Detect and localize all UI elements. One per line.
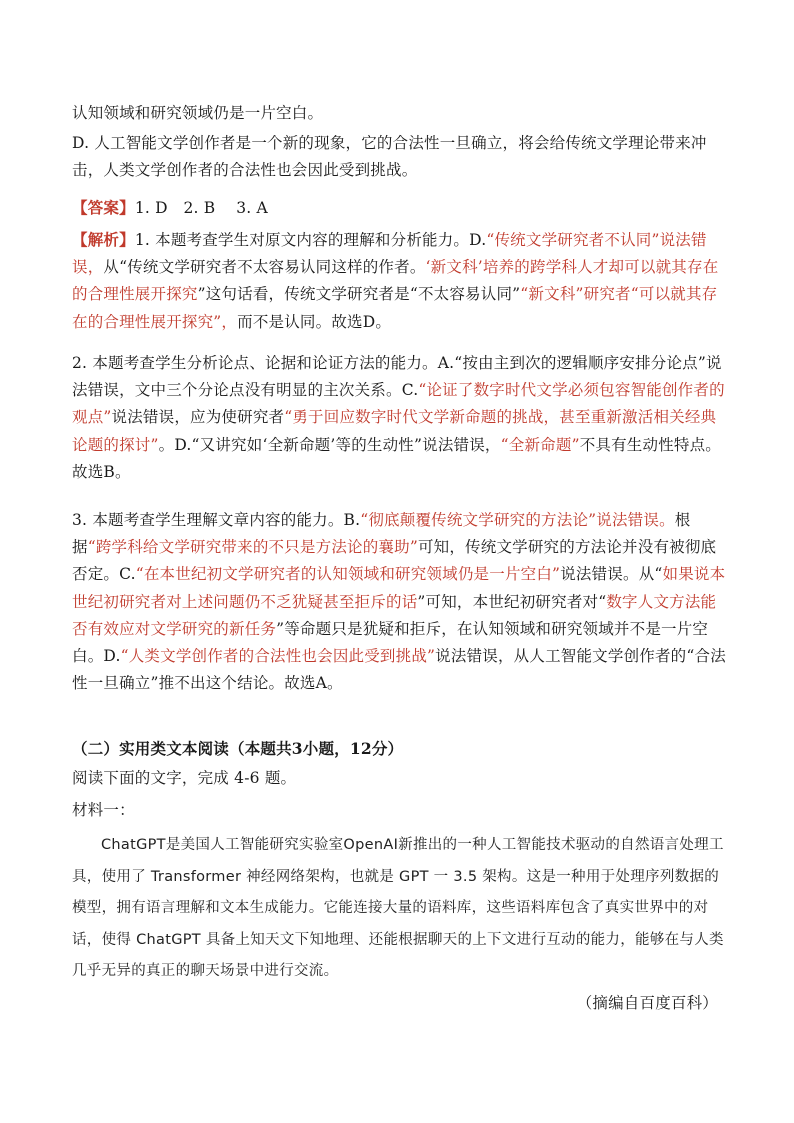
analysis-text: 说法错误，应为使研究者 <box>111 408 285 427</box>
analysis-text: 。D.“又讲究如‘全新命题’等的生动性”说法错误， <box>158 435 501 454</box>
analysis-paragraph-3 <box>72 507 728 697</box>
analysis-text: 3. 本题考查学生理解文章内容的能力。B. <box>72 511 361 529</box>
analysis-paragraph-1-body <box>72 231 718 331</box>
text-line: 认知领域和研究领域仍是一片空白。 <box>72 104 324 122</box>
analysis-text: 可知，传统文学研究的方法论并没有被彻底否定。C. <box>72 538 717 584</box>
analysis-text: 1. 本题考查学生对原文内容的理解和分析能力。D. <box>134 231 487 249</box>
highlighted-quote: “人类文学创作者的合法性也会因此受到挑战” <box>120 647 436 666</box>
answer-line <box>72 194 728 222</box>
analysis-text: 从“传统文学研究者不太容易认同这样的作者。 <box>103 258 426 277</box>
highlighted-quote: “新文科”研究者“可以就其存在的合理性展开探究”， <box>72 285 718 331</box>
highlighted-quote: 数字人文方法能否有效应对文学研究的新任务 <box>72 592 717 638</box>
highlighted-quote: “彻底颠覆传统文学研究的方法论”说法错误。 <box>360 511 675 529</box>
answer-tag: 【答案】 <box>72 198 135 217</box>
analysis-tag: 【解析】 <box>72 230 135 249</box>
highlighted-quote: 如果说本世纪初研究者对上述问题仍不乏犹疑甚至拒斥的话 <box>72 565 726 611</box>
material-paragraph: ChatGPT是美国人工智能研究实验室OpenAI新推出的一种人工智能技术驱动的自然语言处理工具，使用了 Transformer 神经网络架构，也就是 GPT 一 3.5 架构。这是一种用于处理序列数据的模型，拥有语言理解和文本生成能力。它能连接大量的语料库，这些语料库包含了真实世界中的对话，使得 ChatGPT 具备上知天文下知地理、还能根据聊天的上下文进行互动的能力，能够在与人类几乎无异的真正的聊天场景中进行交流。 <box>72 837 724 979</box>
highlighted-quote: “全新命题” <box>500 435 580 454</box>
analysis-text: 说法错误。从“ <box>560 565 663 584</box>
highlighted-quote: “传统文学研究者不认同”说法错误， <box>72 231 707 277</box>
analysis-text: ”这句话看，传统文学研究者是“不太容易认同” <box>197 285 521 304</box>
analysis-text: ”等命题只是犹疑和拒斥，在认知领域和研究领域并不是一片空白。D. <box>72 619 709 666</box>
section-heading: （二）实用类文本阅读（本题共3小题，12分） <box>72 739 404 758</box>
material-label: 材料一： <box>72 801 135 819</box>
section-instruction: 阅读下面的文字，完成 4-6 题。 <box>72 769 297 787</box>
analysis-text: 说法错误，从人工智能文学创作者的“合法性一旦确立”推不出这个结论。故选A。 <box>72 647 726 693</box>
highlighted-quote: ‘新文科’培养的跨学科人才却可以就其存在的合理性展开探究 <box>72 258 719 304</box>
option-d-paragraph: D. 人工智能文学创作者是一个新的现象，它的合法性一旦确立，将会给传统文学理论带来冲击，人类文学创作者的合法性也会因此受到挑战。 <box>72 134 707 180</box>
analysis-text: 不具有生动性特点。故选B。 <box>72 435 722 481</box>
highlighted-quote: “跨学科给文学研究带来的不只是方法论的襄助” <box>87 538 418 557</box>
analysis-text: 而不是认同。故选D。 <box>237 312 392 331</box>
analysis-paragraph-1 <box>72 226 728 336</box>
highlighted-quote: “论证了数字时代文学必须包容智能创作者的观点” <box>72 381 725 427</box>
analysis-paragraph-2 <box>72 350 728 486</box>
answer-value: 1. D 2. B 3. A <box>134 199 268 217</box>
highlighted-quote: “勇于回应数字时代文学新命题的挑战，甚至重新激活相关经典论题的探讨” <box>72 408 717 454</box>
analysis-text: ”可知，本世纪初研究者对“ <box>417 592 607 611</box>
analysis-text: 根据 <box>72 511 691 557</box>
analysis-text: 2. 本题考查学生分析论点、论据和论证方法的能力。A.“按由主到次的逻辑顺序安排分论点”说法错误，文中三个分论点没有明显的主次关系。C. <box>72 354 722 400</box>
source-citation: （摘编自百度百科） <box>576 994 718 1012</box>
highlighted-quote: “在本世纪初文学研究者的认知领域和研究领域仍是一片空白” <box>135 565 561 584</box>
